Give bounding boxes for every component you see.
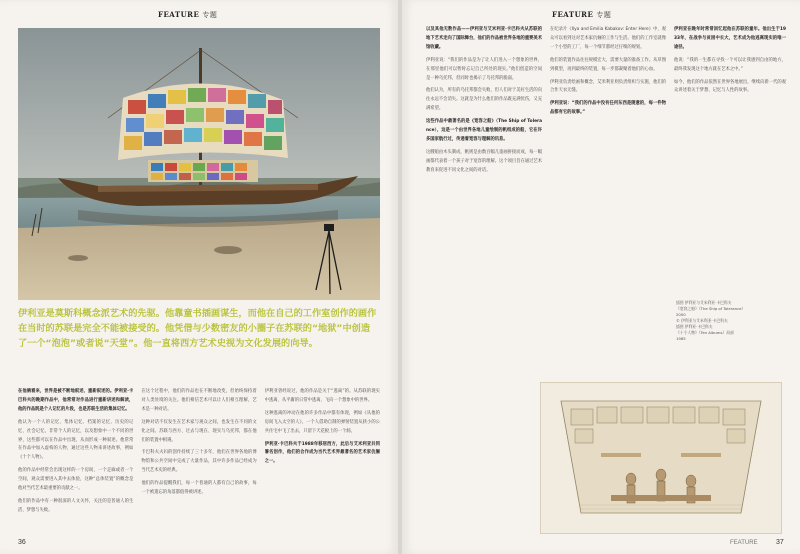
paragraph: 以及其他无数作品——伊利亚与艾米利亚·卡巴科夫从苏联的地下艺术走向了国际舞台，他们的作品被世界各地的重要美术馆收藏。 — [426, 27, 542, 50]
paragraph: 他们的装置作品往往规模宏大，需要大量的准备工作。从草图到模型，再到最终的装置，每一步都凝聚着他们的心血。 — [550, 57, 666, 72]
left-column-1 — [18, 388, 133, 536]
ship-of-tolerance-image — [18, 28, 380, 300]
header-title: FEATURE — [552, 10, 594, 19]
page-tag-right: FEATURE — [730, 540, 758, 546]
caption-line: 《宽容之船》（The Ship of Tolerance） — [676, 306, 746, 311]
paragraph: 在纪录片《Ilya and Emilia Kabakov: Enter Here》中，观众可以看到这对艺术家伉俪的工作与生活。他们的工作室就像一个小型的工厂，每一个细节都经过仔细的规划。 — [550, 27, 666, 50]
drawing-illustration — [541, 383, 781, 533]
page-number-right: 37 — [776, 539, 784, 546]
paragraph: 这些作品中最著名的是《宽容之船》（The Ship of Tolerance），这是一个由世界各地儿童绘制的帆组成的船，它在许多国家航行过，传递着宽容与理解的讯息。 — [426, 119, 542, 142]
ship-photo — [18, 28, 380, 300]
paragraph: 伊利亚·卡巴科夫于1988年移居西方，此后与艾米利亚共同署名创作，他们的合作成为当代艺术界最著名的艺术家伉俪之一。 — [264, 441, 380, 465]
paragraph: 伊利亚负责绘画和概念，艾米利亚则负责组织与实施，他们的合作天衣无缝。 — [550, 79, 666, 94]
caption-line: 插图 伊利亚·卡巴科夫 — [676, 324, 713, 329]
caption-line: 《十个人物》（Ten Albums）局部 — [676, 330, 734, 335]
paragraph: 他们认为，所有的乌托邦都会失败，但人们对于美好生活的向往永远不会消失。这就是为什么他们的作品既充满忧伤，又充满希望。 — [426, 88, 542, 112]
paragraph: 他们的作品提醒我们，每一个普通的人都有自己的故事，每一个被遗忘的角落都值得被讲述。 — [141, 481, 257, 496]
right-header — [552, 10, 611, 20]
paragraph: 这种逃离的冲动在他的许多作品中都有体现，例如《从他的房间飞入太空的人》，一个人借助自制的弹射装置从狭小的公共住宅中飞了出去，只留下天花板上的一个洞。 — [264, 410, 380, 434]
paragraph: 伊利亚说：“我们的作品是为了让人们进入一个想象的世界，在那里他们可以暂时忘记自己所处的现实。”他们创造的空间是一种乌托邦，但同时也揭示了乌托邦的脆弱。 — [426, 57, 542, 81]
header-tag: 专题 — [202, 11, 218, 19]
page-number-left: 36 — [18, 539, 26, 546]
caption-line: 1985 — [676, 336, 686, 341]
left-column-3 — [265, 388, 380, 536]
paragraph: 卡巴科夫夫妇的创作持续了三十多年，他们在世界各地的博物馆和公共空间中完成了大量作品，其中许多作品已经成为当代艺术史的经典。 — [141, 450, 257, 474]
paragraph: 他说：“我的一生都在寻找一个可以让我感到自由的地方，最终我发现这个地方就在艺术之中。” — [674, 57, 786, 72]
paragraph: 在这个过程中，他们的作品也在不断地改变，但始终保持着对人类处境的关注。他们相信艺术可以让人们相互理解，艺术是一种对话。 — [141, 389, 257, 412]
caption-line: 2000 — [676, 312, 686, 317]
paragraph: 伊利亚说：“我们的作品中没有任何东西是随意的，每一件物品都有它的故事。” — [550, 101, 666, 116]
left-body-columns — [18, 388, 380, 536]
paragraph: 他认为一个人的记忆、集体记忆、档案的记忆、历史的记忆、社会记忆，非常个人的记忆，以及想象中一个不同的世界，这些都可以在作品中出现，从而形成一种叙述。他常常在作品中加入虚构的人物，通过这些人物来讲述故事，例如《十个人物》。 — [18, 419, 134, 461]
right-column-1 — [426, 26, 542, 536]
caption-line: © 伊利亚与艾米利亚·卡巴科夫 — [676, 318, 728, 323]
header-tag: 专题 — [596, 11, 612, 19]
picture-caption — [676, 300, 788, 342]
left-column-2 — [141, 388, 256, 536]
paragraph: 如今，他们的作品依然在世界各地展出，继续向新一代的观众讲述着关于梦想、记忆与人性的故事。 — [674, 79, 786, 94]
caption-line: 插图 伊利亚与艾米利亚·卡巴科夫 — [676, 300, 732, 305]
paragraph: 这种对话不仅发生在艺术家与观众之间，也发生在不同的文化之间。苏联与西方、过去与现在、现实与乌托邦，都在他们的装置中相遇。 — [141, 419, 257, 443]
paragraph: 在他俩看来，世界是被不断地叙述、重新叙述的。伊利亚·卡巴科夫的晚期作品中，他常常对作品进行重新讲述和解读，他的作品既是个人记忆的片段，也是苏联生活的集体记忆。 — [18, 389, 134, 412]
paragraph: 伊利亚曾经说过，他的作品是关于“逃离”的。从苏联的现实中逃离，从平庸的日常中逃离，飞向一个想象中的世界。 — [264, 389, 380, 403]
kabakov-drawing — [540, 382, 782, 534]
paragraph: 他们的作品中有一种很深的人文关怀，关注的是普通人的生活、梦想与失败。 — [18, 498, 134, 513]
paragraph: 他的作品中经常会出现这样的一个房间、一个走廊或者一个空间，观众需要进入其中去体验，这种“总体装置”的概念是他对当代艺术最重要的贡献之一。 — [18, 468, 134, 492]
left-page — [0, 0, 398, 554]
left-header — [158, 10, 217, 20]
paragraph: 伊利亚在晚年时常常回忆起他在苏联的童年。他出生于1933年，在战争与贫困中长大，艺术成为他逃离现实的唯一途径。 — [674, 27, 786, 50]
header-title: FEATURE — [158, 10, 200, 19]
lead-caption: 伊利亚是莫斯科概念派艺术的先驱。他靠童书插画谋生，而他在自己的工作室创作的画作在当时的苏联是完全不能被接受的。他凭借与少数密友的小圈子在苏联的“地狱”中创造了一个“泡泡”或者说“天堂”。他一直将西方艺术史视为文化发展的向导。 — [18, 308, 377, 349]
paragraph: 这艘船由木头制成，帆则是由数百幅儿童画拼接而成，每一幅画都代表着一个孩子对于宽容的理解。这个项目旨在通过艺术教育来促进不同文化之间的对话。 — [426, 149, 542, 173]
